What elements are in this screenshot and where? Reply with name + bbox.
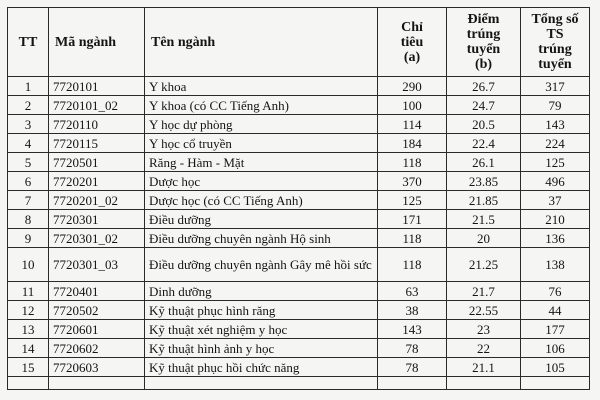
cell-quota: 125 bbox=[378, 191, 447, 210]
cell-name: Kỹ thuật phục hình răng bbox=[145, 301, 378, 320]
cell-name: Điều dưỡng bbox=[145, 210, 378, 229]
header-code: Mã ngành bbox=[49, 8, 145, 77]
cell-name: Y khoa bbox=[145, 77, 378, 96]
cell-code: 7720101 bbox=[49, 77, 145, 96]
header-score bbox=[447, 8, 521, 77]
cell-count: 37 bbox=[521, 191, 590, 210]
cell-count: 76 bbox=[521, 282, 590, 301]
cell-code: 7720201_02 bbox=[49, 191, 145, 210]
table-row bbox=[8, 153, 590, 172]
header-count bbox=[521, 8, 590, 77]
header-tt: TT bbox=[8, 8, 49, 77]
cell-quota: 63 bbox=[378, 282, 447, 301]
cell-score: 24.7 bbox=[447, 96, 521, 115]
table-row-partial bbox=[8, 377, 590, 390]
cell-quota: 100 bbox=[378, 96, 447, 115]
cell-score: 23.85 bbox=[447, 172, 521, 191]
cell-code: 7720110 bbox=[49, 115, 145, 134]
cell-code: 7720101_02 bbox=[49, 96, 145, 115]
cell-tt: 10 bbox=[8, 248, 49, 282]
cell-tt: 4 bbox=[8, 134, 49, 153]
cell-name: Kỹ thuật phục hồi chức năng bbox=[145, 358, 378, 377]
cell-score: 21.25 bbox=[447, 248, 521, 282]
header-score-line3: tuyển bbox=[466, 42, 501, 57]
cell-code: 7720301_03 bbox=[49, 248, 145, 282]
cell-name: Y học dự phòng bbox=[145, 115, 378, 134]
cell-score: 26.7 bbox=[447, 77, 521, 96]
cell-score: 22.4 bbox=[447, 134, 521, 153]
cell-code: 7720502 bbox=[49, 301, 145, 320]
table-row bbox=[8, 339, 590, 358]
cell-score: 20.5 bbox=[447, 115, 521, 134]
cell-count: 496 bbox=[521, 172, 590, 191]
cell-name: Kỹ thuật xét nghiệm y học bbox=[145, 320, 378, 339]
cell-code: 7720601 bbox=[49, 320, 145, 339]
cell-count: 79 bbox=[521, 96, 590, 115]
cell-score: 23 bbox=[447, 320, 521, 339]
cell-code: 7720401 bbox=[49, 282, 145, 301]
header-quota-line1: Chỉ bbox=[401, 19, 423, 35]
admission-scores-table bbox=[7, 7, 590, 390]
cell-quota: 118 bbox=[378, 248, 447, 282]
cell-name: Răng - Hàm - Mặt bbox=[145, 153, 378, 172]
cell-quota: 78 bbox=[378, 358, 447, 377]
table-row bbox=[8, 77, 590, 96]
cell-count: 106 bbox=[521, 339, 590, 358]
cell-name: Điều dưỡng chuyên ngành Hộ sinh bbox=[145, 229, 378, 248]
cell-name: Dinh dưỡng bbox=[145, 282, 378, 301]
cell-score: 22.55 bbox=[447, 301, 521, 320]
table-row bbox=[8, 134, 590, 153]
cell-tt: 11 bbox=[8, 282, 49, 301]
table-row bbox=[8, 301, 590, 320]
cell-code: 7720115 bbox=[49, 134, 145, 153]
table-row bbox=[8, 229, 590, 248]
header-count-line3: trúng bbox=[538, 42, 572, 57]
header-name: Tên ngành bbox=[145, 8, 378, 77]
table-row bbox=[8, 358, 590, 377]
cell-tt: 15 bbox=[8, 358, 49, 377]
cell-quota: 143 bbox=[378, 320, 447, 339]
cell-count: 44 bbox=[521, 301, 590, 320]
cell-score: 20 bbox=[447, 229, 521, 248]
table-header-row bbox=[8, 8, 590, 77]
cell-tt: 8 bbox=[8, 210, 49, 229]
cell-tt: 13 bbox=[8, 320, 49, 339]
header-quota bbox=[378, 8, 447, 77]
cell-code: 7720201 bbox=[49, 172, 145, 191]
cell-quota: 118 bbox=[378, 229, 447, 248]
cell-count: 136 bbox=[521, 229, 590, 248]
cell-tt: 14 bbox=[8, 339, 49, 358]
cell-code: 7720301_02 bbox=[49, 229, 145, 248]
cell-quota: 184 bbox=[378, 134, 447, 153]
cell-empty bbox=[49, 377, 145, 390]
cell-tt: 12 bbox=[8, 301, 49, 320]
cell-count: 317 bbox=[521, 77, 590, 96]
cell-name: Y khoa (có CC Tiếng Anh) bbox=[145, 96, 378, 115]
cell-count: 224 bbox=[521, 134, 590, 153]
table-row bbox=[8, 320, 590, 339]
cell-tt: 3 bbox=[8, 115, 49, 134]
cell-quota: 38 bbox=[378, 301, 447, 320]
header-count-line4: tuyển bbox=[538, 57, 572, 72]
cell-score: 26.1 bbox=[447, 153, 521, 172]
cell-score: 21.1 bbox=[447, 358, 521, 377]
header-score-line4: (b) bbox=[474, 57, 493, 72]
table-row bbox=[8, 210, 590, 229]
cell-name: Y học cổ truyền bbox=[145, 134, 378, 153]
table-row bbox=[8, 282, 590, 301]
cell-tt: 7 bbox=[8, 191, 49, 210]
cell-code: 7720603 bbox=[49, 358, 145, 377]
cell-tt: 6 bbox=[8, 172, 49, 191]
cell-code: 7720301 bbox=[49, 210, 145, 229]
cell-tt: 5 bbox=[8, 153, 49, 172]
table-row bbox=[8, 115, 590, 134]
cell-quota: 78 bbox=[378, 339, 447, 358]
cell-quota: 290 bbox=[378, 77, 447, 96]
cell-score: 21.7 bbox=[447, 282, 521, 301]
cell-empty bbox=[447, 377, 521, 390]
table-row bbox=[8, 248, 590, 282]
cell-score: 21.5 bbox=[447, 210, 521, 229]
cell-quota: 370 bbox=[378, 172, 447, 191]
table-row bbox=[8, 96, 590, 115]
header-count-line2: TS bbox=[546, 27, 564, 42]
cell-empty bbox=[521, 377, 590, 390]
cell-count: 210 bbox=[521, 210, 590, 229]
cell-count: 125 bbox=[521, 153, 590, 172]
cell-name: Dược học bbox=[145, 172, 378, 191]
cell-tt: 9 bbox=[8, 229, 49, 248]
cell-score: 22 bbox=[447, 339, 521, 358]
cell-count: 177 bbox=[521, 320, 590, 339]
cell-count: 105 bbox=[521, 358, 590, 377]
cell-tt: 1 bbox=[8, 77, 49, 96]
cell-quota: 114 bbox=[378, 115, 447, 134]
header-score-line2: trúng bbox=[466, 27, 501, 42]
cell-empty bbox=[145, 377, 378, 390]
cell-count: 143 bbox=[521, 115, 590, 134]
cell-quota: 171 bbox=[378, 210, 447, 229]
cell-code: 7720501 bbox=[49, 153, 145, 172]
table-row bbox=[8, 172, 590, 191]
header-quota-line2: tiêu bbox=[400, 34, 424, 50]
header-count-line1: Tổng số bbox=[531, 12, 579, 27]
header-score-line1: Điểm bbox=[467, 12, 500, 27]
cell-code: 7720602 bbox=[49, 339, 145, 358]
cell-empty bbox=[378, 377, 447, 390]
cell-name: Điều dưỡng chuyên ngành Gây mê hồi sức bbox=[145, 248, 378, 282]
cell-score: 21.85 bbox=[447, 191, 521, 210]
cell-name: Kỹ thuật hình ảnh y học bbox=[145, 339, 378, 358]
cell-tt: 2 bbox=[8, 96, 49, 115]
header-quota-line3: (a) bbox=[403, 49, 421, 65]
cell-name: Dược học (có CC Tiếng Anh) bbox=[145, 191, 378, 210]
table-row bbox=[8, 191, 590, 210]
cell-quota: 118 bbox=[378, 153, 447, 172]
cell-count: 138 bbox=[521, 248, 590, 282]
cell-empty bbox=[8, 377, 49, 390]
